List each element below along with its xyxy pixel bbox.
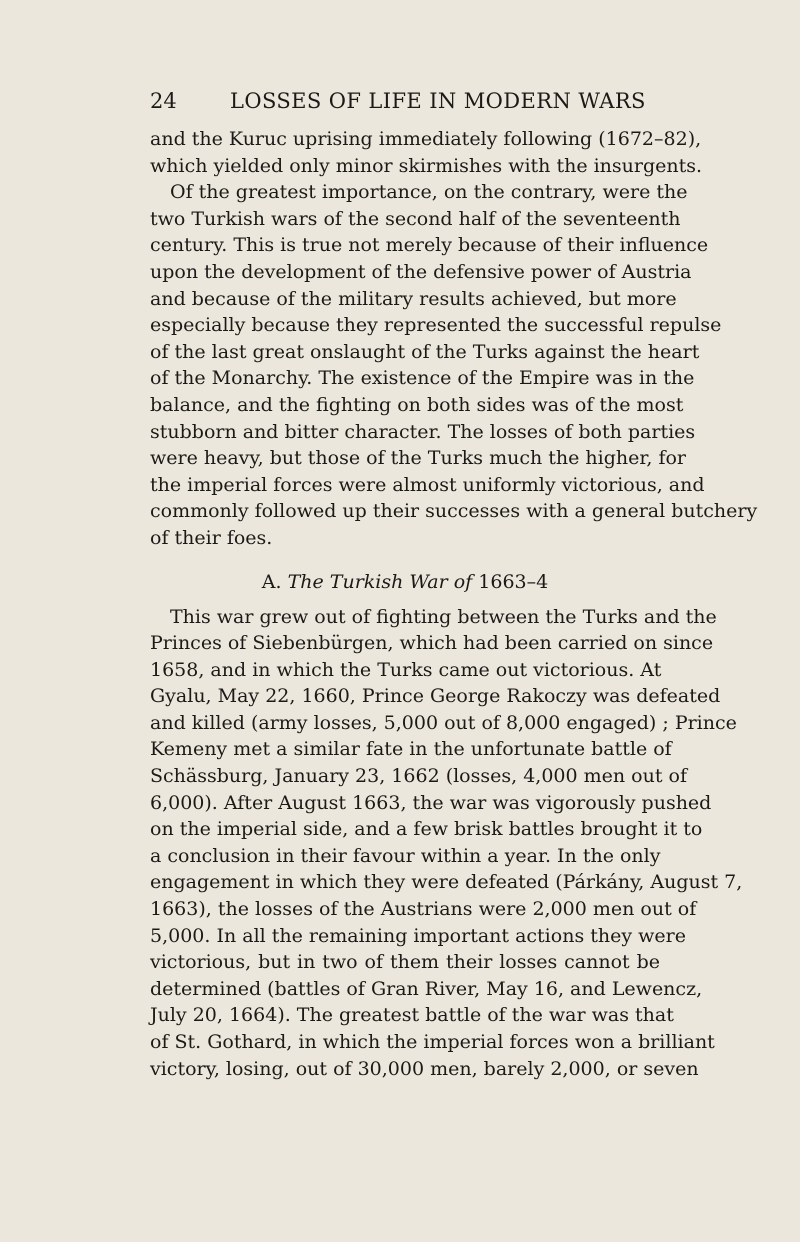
text-line: and killed (army losses, 5,000 out of 8,000 engaged) ; Prince (150, 711, 737, 734)
text-line: balance, and the fighting on both sides was of the most (150, 393, 684, 416)
text-line: which yielded only minor skirmishes with the insurgents. (150, 154, 703, 177)
text-line: engagement in which they were defeated (Párkány, August 7, (150, 871, 743, 894)
running-head: LOSSES OF LIFE IN MODERN WARS (230, 89, 646, 113)
text-line: a conclusion in their favour within a year. In the only (150, 844, 661, 867)
text-line: Gyalu, May 22, 1660, Prince George Rakoczy was defeated (150, 685, 721, 708)
text-line: were heavy, but those of the Turks much the higher, for (150, 447, 686, 470)
text-line: July 20, 1664). The greatest battle of the war was that (150, 1004, 674, 1027)
text-line: especially because they represented the successful repulse (150, 314, 722, 337)
text-line: Of the greatest importance, on the contrary, were the (170, 181, 688, 204)
section-heading-years: 1663–4 (478, 570, 549, 593)
page-number: 24 (150, 89, 177, 113)
text-line: Schässburg, January 23, 1662 (losses, 4,000 men out of (150, 765, 687, 788)
section-heading-of: of (453, 570, 473, 593)
text-line: 1658, and in which the Turks came out victorious. At (150, 658, 662, 681)
text-line: the imperial forces were almost uniformly victorious, and (150, 473, 705, 496)
text-line: of the Monarchy. The existence of the Empire was in the (150, 367, 695, 390)
text-line: victory, losing, out of 30,000 men, barely 2,000, or seven (150, 1057, 699, 1080)
paragraph (150, 179, 758, 551)
section-heading-title: The Turkish War (287, 570, 448, 593)
text-line: victorious, but in two of them their losses cannot be (150, 951, 660, 974)
text-line: 1663), the losses of the Austrians were 2,000 men out of (150, 898, 697, 921)
paragraph (150, 126, 703, 179)
text-line: commonly followed up their successes with a general butchery (150, 500, 758, 523)
text-line: and the Kuruc uprising immediately following (1672–82), (150, 128, 702, 150)
text-line: stubborn and bitter character. The losses of both parties (150, 420, 696, 443)
text-line: determined (battles of Gran River, May 16, and Lewencz, (150, 977, 703, 1000)
text-line: on the imperial side, and a few brisk battles brought it to (150, 818, 703, 841)
body-text (150, 126, 758, 1082)
text-line: 6,000). After August 1663, the war was vigorously pushed (150, 791, 712, 814)
paragraph (150, 604, 743, 1083)
section-heading (150, 560, 660, 604)
text-line: Kemeny met a similar fate in the unfortunate battle of (150, 738, 672, 761)
text-line: of St. Gothard, in which the imperial forces won a brilliant (150, 1031, 715, 1053)
text-line: century. This is true not merely because of their influence (150, 234, 709, 257)
text-line: of the last great onslaught of the Turks against the heart (150, 340, 700, 363)
text-line: Princes of Siebenbürgen, which had been carried on since (150, 632, 714, 655)
section-heading-label: A. (261, 570, 282, 593)
page-header (150, 84, 660, 118)
text-line: 5,000. In all the remaining important actions they were (150, 924, 686, 947)
text-line: two Turkish wars of the second half of the seventeenth (150, 207, 681, 230)
text-line: This war grew out of fighting between the Turks and the (170, 605, 717, 628)
text-line: upon the development of the defensive power of Austria (150, 260, 692, 283)
text-line: and because of the military results achieved, but more (150, 287, 677, 310)
text-line: of their foes. (150, 526, 273, 549)
